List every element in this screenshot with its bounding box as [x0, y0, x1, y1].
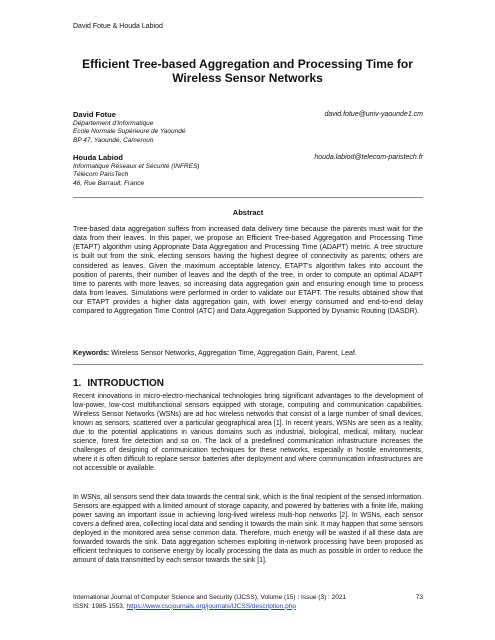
author-affiliation-line: 46, Rue Barrault, France [73, 179, 145, 187]
footer-journal: International Journal of Computer Science and Security (IJCSS), Volume (15) : Issue (3) : 2021 [73, 594, 347, 601]
keywords [73, 349, 423, 358]
author-name: David Fotue [73, 110, 116, 119]
footer-issn-line [73, 603, 423, 612]
author-email: houda.labiod@telecom-paristech.fr [314, 154, 423, 161]
keywords-text: Wireless Sensor Networks, Aggregation Time, Aggregation Gain, Parent, Leaf. [111, 349, 357, 357]
journal-link[interactable]: https://www.cscjournals.org/journals/IJCSS/description.php [126, 602, 296, 610]
author-affiliation-line: BP 47, Yaoundé, Cameroun [73, 136, 154, 144]
intro-paragraph-1: Recent innovations in micro-electro-mechanical technologies bring significant advantages to the development of low-power, low-cost multifunctional sensors equipped with storage, computing and communication capabilities. Wireless Sensor Networks (WSNs) are ad hoc wireless networks that consist of a large number of small devices, known as sensors, scattered over a particular geographical area [1]. In recent years, WSNs are seen as a reality, due to the potential applications in various domains such as industrial, biological, medical, military, nuclear science, forest fire detection and so on. The lack of a predefined communication infrastructure increases the challenges of designing of communication techniques for these networks, especially in hostile environments, where it is often difficult to replace sensor batteries after deployment and where communication infrastructures are not accessible or available. [73, 393, 423, 473]
divider-top [73, 197, 423, 198]
author-affiliation-line: Télécom ParisTech [73, 171, 129, 179]
abstract-body: Tree-based data aggregation suffers from increased data delivery time because the parents must wait for the data from their leaves. In this paper, we propose an Efficient Tree-based Aggregation and Processing Time (ETAPT) algorithm using Appropriate Data Aggregation and Processing Time (ADAPT) metric. A tree structure is built out from the sink, electing sensors having the highest degree of connectivity as parents; others are considered as leaves. Given the maximum acceptable latency, ETAPT's algorithm takes into account the position of parents, their number of leaves and the depth of the tree, in order to compute an optimal ADAPT time to parents with more leaves, so increasing data aggregation gain and ensuring enough time to process data from leaves. Simulations were performed in order to validate our ETAPT. The results obtained show that our ETAPT provides a higher data aggregation gain, with lower energy consumed and end-to-end delay compared to Aggregation Time Control (ATC) and Data Aggregation Supported by Dynamic Routing (DASDR). [73, 225, 423, 316]
intro-paragraph-2: In WSNs, all sensors send their data towards the central sink, which is the final recipient of the sensed information. Sensors are equipped with a limited amount of storage capacity, and powered by batteries with a finite life, making power saving an important issue in achieving long-lived wireless multi-hop networks [2]. In WSNs, each sensor covers a defined area, collecting local data and sending it towards the main sink. It may happen that some sensors deployed in the monitored area sense common data. Therefore, much energy will be wasted if all these data are forwarded towards the sink. Data aggregation schemes exploiting in-network processing have been proposed as efficient techniques to conserve energy by locally processing the data as much as possible in order to reduce the amount of data transmitted by each sensor towards the sink [1]. [73, 494, 423, 565]
page-footer [73, 594, 423, 611]
author-email: david.fotue@univ-yaounde1.cm [324, 111, 423, 118]
author-block-2 [73, 153, 423, 188]
author-affiliation-line: Informatique Réseaux et Sécurité (INFRES) [73, 163, 200, 170]
keywords-label: Keywords: [73, 349, 110, 357]
author-affiliation-line: Ecole Normale Supérieure de Yaoundé [73, 128, 186, 136]
page-number: 73 [415, 594, 423, 601]
paper-title-line-2: Wireless Sensor Networks [172, 71, 323, 85]
running-header: David Fotue & Houda Labiod [73, 23, 163, 30]
section-title: INTRODUCTION [87, 378, 165, 389]
author-affiliation-line: Département d'Informatique [73, 120, 154, 127]
divider-bottom [73, 364, 423, 365]
footer-issn: ISSN: 1985-1553, [73, 602, 125, 610]
paper-title-line-1: Efficient Tree-based Aggregation and Processing Time for [82, 57, 413, 71]
author-block-1 [73, 110, 423, 145]
author-name: Houda Labiod [73, 153, 123, 162]
paper-title [60, 57, 435, 85]
abstract-heading: Abstract [232, 208, 264, 217]
section-number: 1. [73, 378, 82, 389]
section-heading [73, 378, 170, 389]
